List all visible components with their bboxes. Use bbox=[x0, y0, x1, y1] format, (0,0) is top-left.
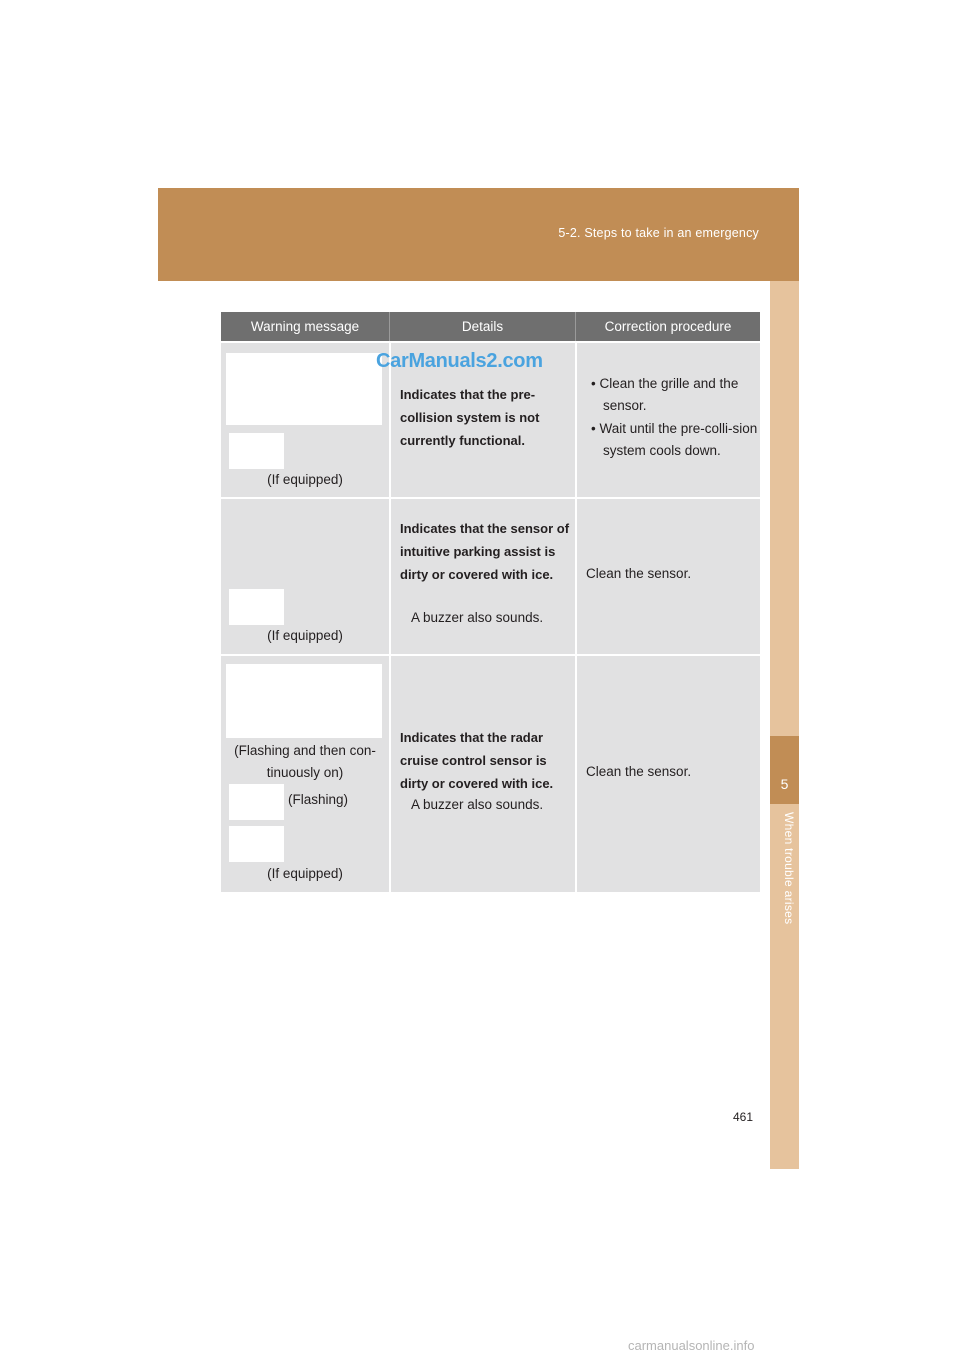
page-number: 461 bbox=[733, 1110, 754, 1124]
warning-indicator-image bbox=[229, 826, 284, 862]
table-header-row bbox=[221, 312, 760, 341]
warning-caption: (If equipped) bbox=[267, 628, 343, 643]
details-text: Indicates that the radar cruise control sensor is dirty or covered with ice. bbox=[400, 730, 554, 791]
details-text: Indicates that the pre-collision system is not currently functional. bbox=[400, 387, 540, 448]
warning-indicator-image bbox=[229, 784, 284, 820]
details-note: A buzzer also sounds. bbox=[411, 797, 544, 812]
column-header-warning-message: Warning message bbox=[250, 319, 360, 334]
warning-message-cell bbox=[221, 656, 389, 892]
warning-display-image bbox=[226, 664, 382, 738]
warning-indicator-image bbox=[229, 589, 284, 625]
table-row bbox=[221, 654, 760, 892]
correction-cell bbox=[575, 343, 760, 497]
correction-cell bbox=[575, 656, 760, 892]
warning-display-image bbox=[226, 353, 382, 425]
warning-caption: (If equipped) bbox=[267, 472, 343, 487]
chapter-number: 5 bbox=[780, 776, 789, 792]
warning-indicator-image bbox=[229, 433, 284, 469]
correction-item-text: Wait until the pre-colli-sion system cools down. bbox=[599, 421, 758, 458]
details-cell bbox=[389, 499, 575, 654]
warning-message-cell bbox=[221, 499, 389, 654]
correction-item: • Clean the grille and the sensor. bbox=[591, 376, 739, 413]
chapter-label: When trouble arises bbox=[782, 812, 796, 925]
header-band bbox=[158, 188, 799, 281]
warning-caption: (Flashing and then con-tinuously on) bbox=[234, 743, 376, 780]
details-note: A buzzer also sounds. bbox=[411, 610, 544, 625]
column-header-details: Details bbox=[389, 312, 575, 341]
correction-cell bbox=[575, 499, 760, 654]
details-text: Indicates that the sensor of intuitive parking assist is dirty or covered with ice. bbox=[400, 521, 570, 582]
footer-watermark: carmanualsonline.info bbox=[628, 1338, 755, 1353]
chapter-side-strip bbox=[770, 281, 799, 1169]
chapter-tab bbox=[770, 736, 799, 804]
correction-item: • Wait until the pre-colli-sion system cools down. bbox=[591, 421, 758, 458]
warning-message-table bbox=[221, 312, 760, 892]
correction-text: Clean the sensor. bbox=[586, 566, 692, 581]
section-title: 5-2. Steps to take in an emergency bbox=[558, 226, 759, 240]
correction-item-text: Clean the grille and the sensor. bbox=[599, 376, 739, 413]
warning-message-cell bbox=[221, 343, 389, 497]
watermark-text: CarManuals2.com bbox=[376, 350, 543, 372]
details-cell bbox=[389, 656, 575, 892]
column-header-correction-procedure: Correction procedure bbox=[575, 312, 760, 341]
table-row bbox=[221, 497, 760, 654]
warning-caption: (If equipped) bbox=[267, 866, 343, 881]
correction-text: Clean the sensor. bbox=[586, 764, 692, 779]
warning-caption: (Flashing) bbox=[288, 792, 349, 807]
